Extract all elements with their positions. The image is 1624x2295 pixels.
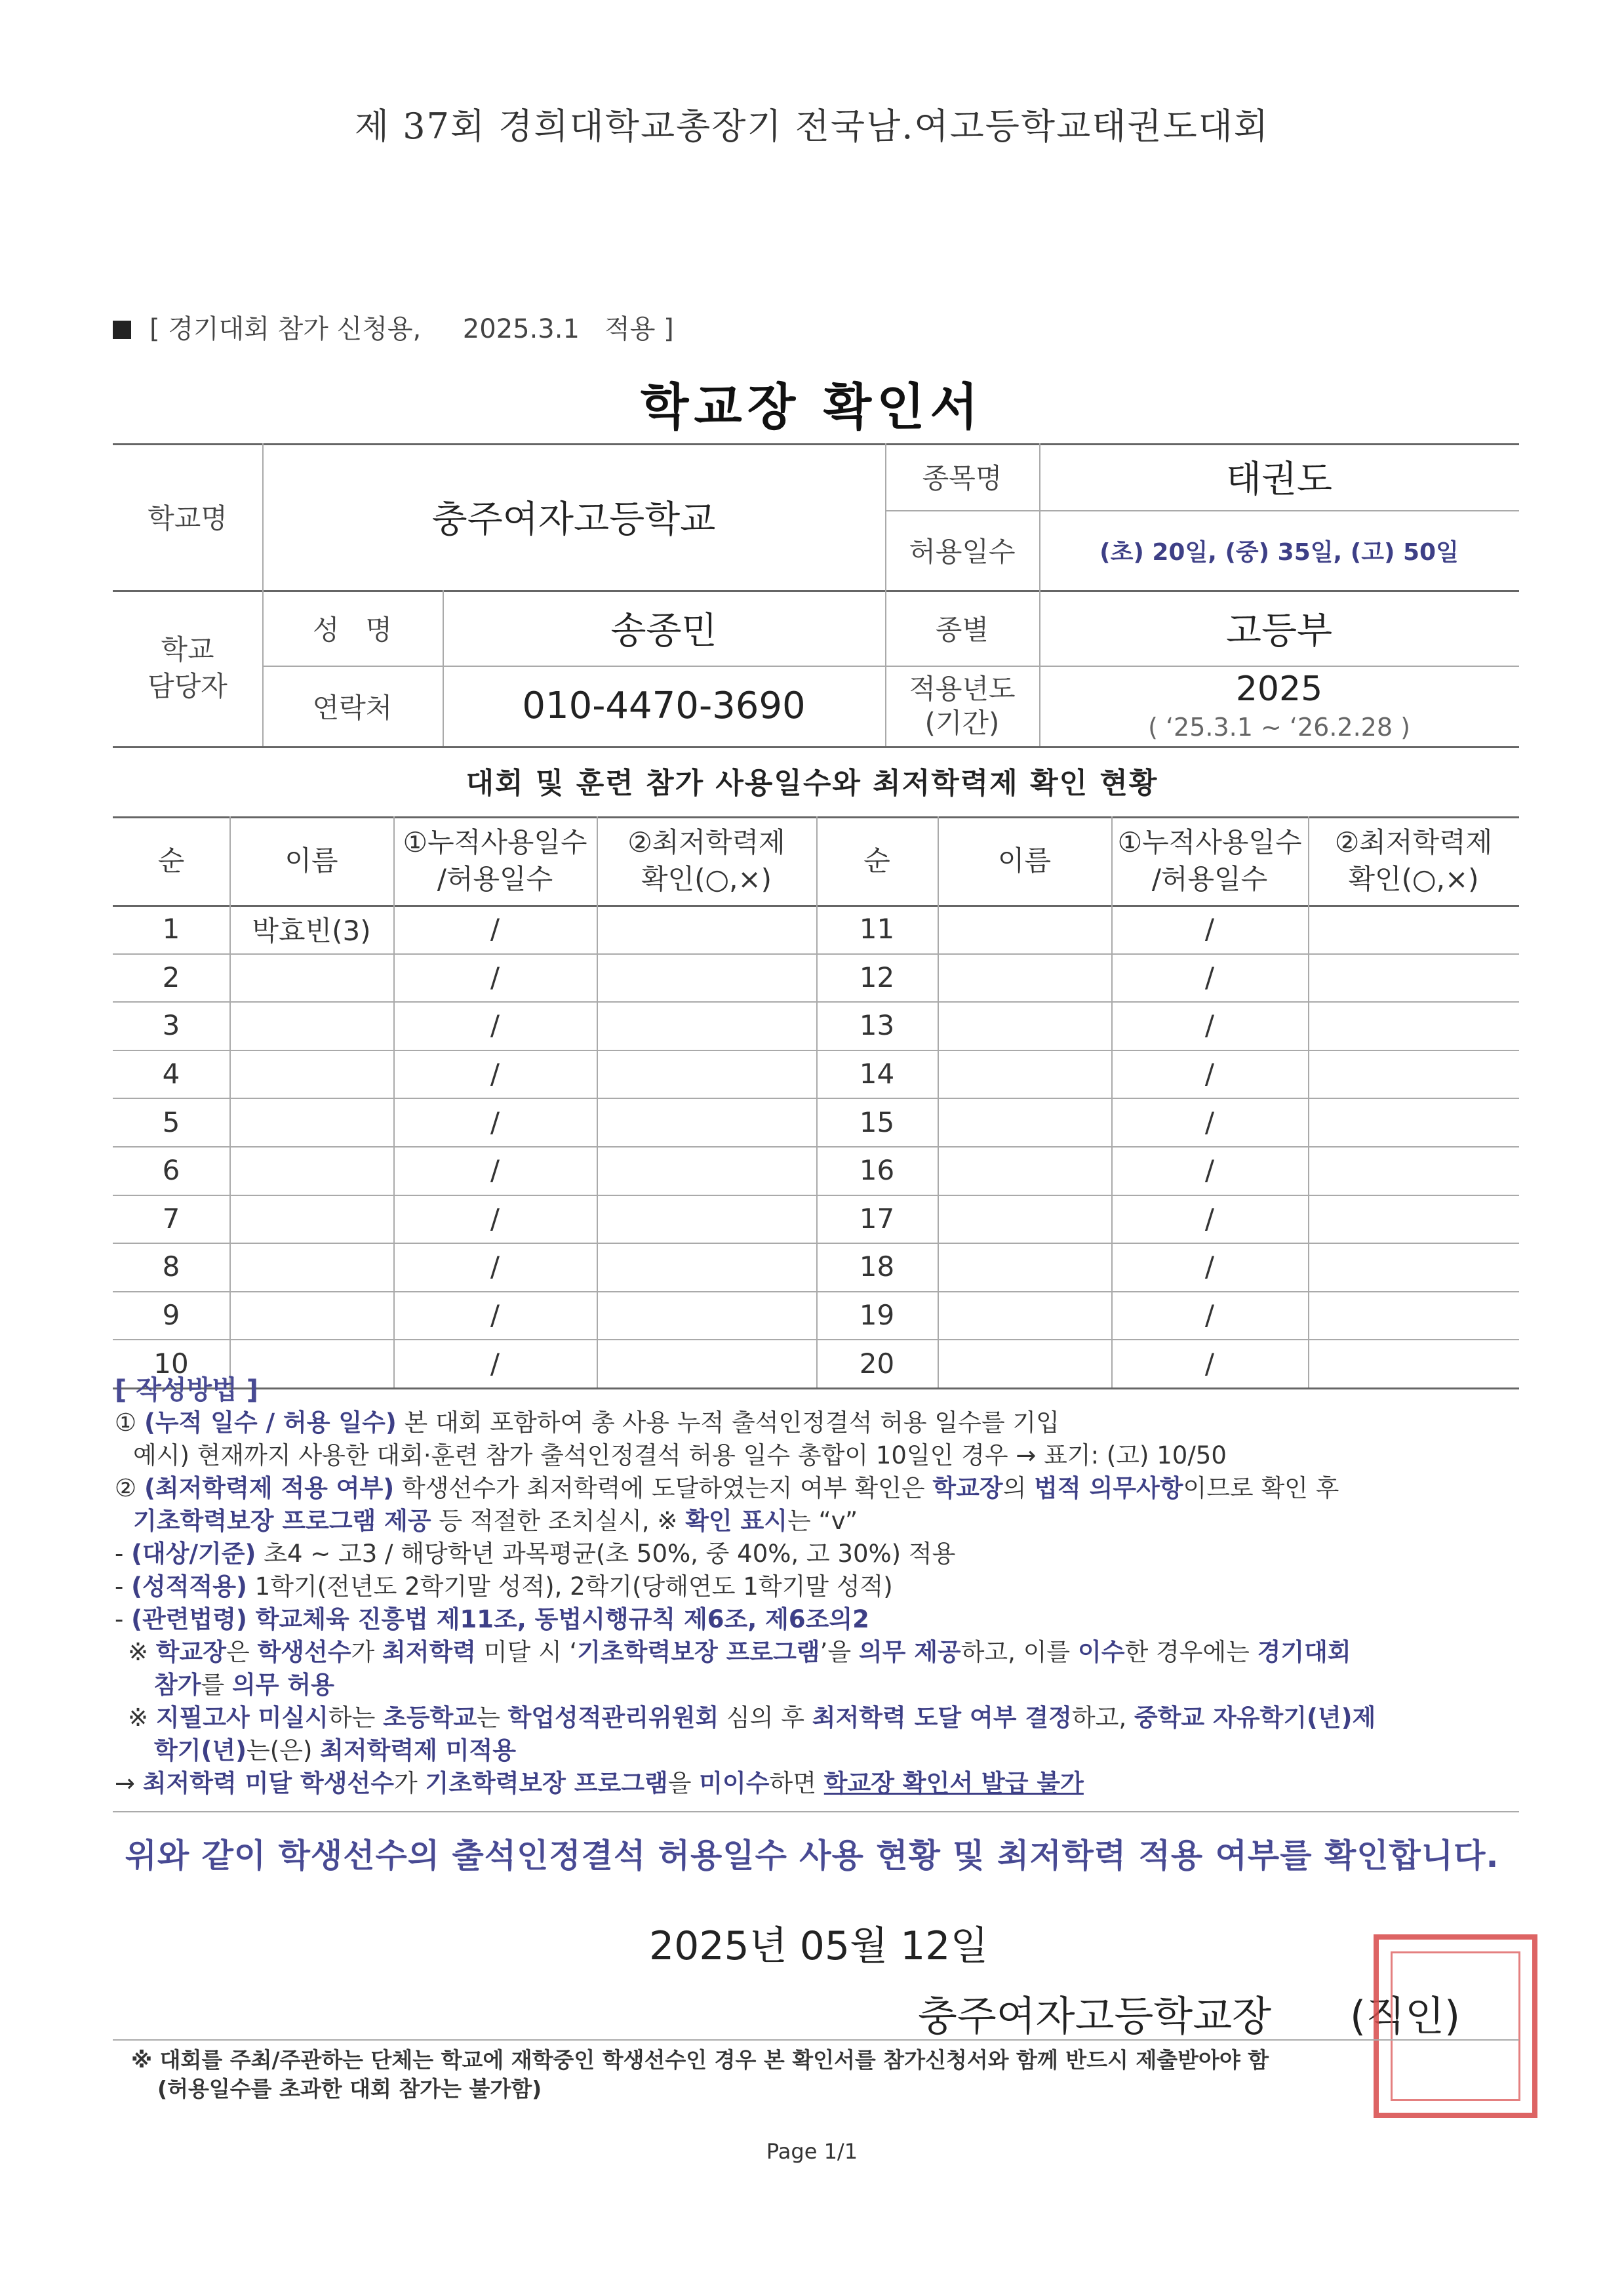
division-value: 고등부 xyxy=(1225,609,1333,652)
apply-period-value: ( ‘25.3.1 ~ ‘26.2.28 ) xyxy=(1148,713,1410,742)
row-14-check xyxy=(1308,1050,1519,1098)
page-number: Page 1/1 xyxy=(766,2139,858,2164)
row-16-no: 16 xyxy=(859,1154,895,1187)
row-11-days: / xyxy=(1204,913,1215,946)
row-2-check xyxy=(597,953,816,1002)
row-11-no: 11 xyxy=(859,913,895,946)
header-check: ②최저학력제 확인(○,×) xyxy=(1334,826,1493,895)
apply-year-cell xyxy=(1039,666,1519,746)
row-20-no: 20 xyxy=(859,1347,895,1380)
row-3-days: / xyxy=(490,1009,500,1042)
row-7-no: 7 xyxy=(162,1202,180,1235)
row-13-check xyxy=(1308,1001,1519,1050)
row-10-days: / xyxy=(490,1347,500,1380)
special-note-2-cont: 학기(년)는(은) 최저학력제 미적용 xyxy=(154,1736,516,1765)
confirmation-text: 위와 같이 학생선수의 출석인정결석 허용일수 사용 현황 및 최저학력 적용 여부를 확인합니다. xyxy=(125,1837,1499,1875)
header-days: ①누적사용일수 /허용일수 xyxy=(1117,826,1302,895)
row-8-name xyxy=(229,1243,393,1291)
row-4-days: / xyxy=(490,1058,500,1090)
name-label: 성 명 xyxy=(312,613,393,646)
row-16-days: / xyxy=(1204,1154,1215,1187)
row-19-name xyxy=(938,1291,1111,1340)
apply-year-label: 적용년도 (기간) xyxy=(909,672,1016,739)
row-5-check xyxy=(597,1098,816,1146)
row-18-check xyxy=(1308,1243,1519,1291)
row-7-name xyxy=(229,1195,393,1243)
row-8-days: / xyxy=(490,1250,500,1283)
special-note-2: ※ 지필고사 미실시하는 초등학교는 학업성적관리위원회 심의 후 최저학력 도달 여부 결정하고, 중학교 자유학기(년)제 xyxy=(128,1704,1376,1732)
row-18-name xyxy=(938,1243,1111,1291)
seal-label: (직인) xyxy=(1350,1992,1461,2040)
row-1-name: 박효빈(3) xyxy=(252,914,371,947)
school-name-label: 학교명 xyxy=(148,502,228,534)
row-7-check xyxy=(597,1195,816,1243)
contest-title: 제 37회 경희대학교총장기 전국남.여고등학교태권도대회 xyxy=(354,106,1270,147)
row-19-check xyxy=(1308,1291,1519,1340)
row-15-name xyxy=(938,1098,1111,1146)
section-title: 대회 및 훈련 참가 사용일수와 최저학력제 확인 현황 xyxy=(465,767,1159,800)
row-12-no: 12 xyxy=(859,961,895,993)
row-19-no: 19 xyxy=(859,1299,895,1332)
row-1-check xyxy=(597,905,816,953)
row-4-no: 4 xyxy=(162,1058,180,1090)
row-15-days: / xyxy=(1204,1106,1215,1138)
allowed-days-label: 허용일수 xyxy=(909,536,1016,568)
row-9-no: 9 xyxy=(162,1299,180,1332)
row-8-no: 8 xyxy=(162,1250,180,1283)
row-5-name xyxy=(229,1098,393,1146)
row-18-no: 18 xyxy=(859,1250,895,1283)
document-title: 학교장 확인서 xyxy=(641,378,983,436)
row-17-no: 17 xyxy=(859,1202,895,1235)
row-3-no: 3 xyxy=(162,1009,180,1042)
row-12-days: / xyxy=(1204,961,1215,993)
row-4-check xyxy=(597,1050,816,1098)
row-14-days: / xyxy=(1204,1058,1215,1090)
row-17-name xyxy=(938,1195,1111,1243)
row-14-no: 14 xyxy=(859,1058,895,1090)
detail-law: - (관련법령) 학교체육 진흥법 제11조, 동법시행규칙 제6조, 제6조의2 xyxy=(115,1605,869,1633)
row-12-name xyxy=(938,953,1111,1002)
row-2-name xyxy=(229,953,393,1002)
row-18-days: / xyxy=(1204,1250,1215,1283)
row-1-no: 1 xyxy=(162,913,180,946)
instructions xyxy=(115,1374,1518,1800)
row-6-name xyxy=(229,1146,393,1195)
header-check: ②최저학력제 확인(○,×) xyxy=(627,826,785,895)
note-1: ① (누적 일수 / 허용 일수) 본 대회 포함하여 총 사용 누적 출석인정결석 허용 일수를 기입 xyxy=(115,1408,1060,1437)
row-15-check xyxy=(1308,1098,1519,1146)
school-manager-label: 학교 담당자 xyxy=(148,633,228,702)
row-11-name xyxy=(938,905,1111,953)
note-2-cont: 기초학력보장 프로그램 제공 등 적절한 조치실시, ※ 확인 표시는 “v” xyxy=(133,1507,858,1535)
row-6-check xyxy=(597,1146,816,1195)
instructions-heading: [ 작성방법 ] xyxy=(115,1375,258,1405)
row-3-check xyxy=(597,1001,816,1050)
row-8-check xyxy=(597,1243,816,1291)
manager-name-value: 송종민 xyxy=(610,609,717,652)
allowed-days-value: (초) 20일, (중) 35일, (고) 50일 xyxy=(1099,538,1459,566)
row-6-days: / xyxy=(490,1154,500,1187)
row-6-no: 6 xyxy=(162,1154,180,1187)
header-no: 순 xyxy=(157,844,185,877)
special-note-3: → 최저학력 미달 학생선수가 기초학력보장 프로그램을 미이수하면 학교장 확인서 발급 불가 xyxy=(115,1769,1084,1797)
header-name: 이름 xyxy=(997,844,1052,877)
apply-year-value: 2025 xyxy=(1235,669,1323,709)
principal-title: 충주여자고등학교장 xyxy=(918,1992,1272,2040)
note-2: ② (최저학력제 적용 여부) 학생선수가 최저학력에 도달하였는지 여부 확인은 학교장의 법적 의무사항이므로 확인 후 xyxy=(115,1474,1339,1502)
row-20-days: / xyxy=(1204,1347,1215,1380)
header-days: ①누적사용일수 /허용일수 xyxy=(403,826,587,895)
row-14-name xyxy=(938,1050,1111,1098)
row-13-name xyxy=(938,1001,1111,1050)
row-16-check xyxy=(1308,1146,1519,1195)
footnote xyxy=(131,2046,1508,2104)
row-4-name xyxy=(229,1050,393,1098)
row-12-check xyxy=(1308,953,1519,1002)
row-5-days: / xyxy=(490,1106,500,1138)
note-1-example: 예시) 현재까지 사용한 대회·훈련 참가 출석인정결석 허용 일수 총합이 10일인 경우 → 표기: (고) 10/50 xyxy=(133,1441,1227,1469)
detail-target: - (대상/기준) 초4 ~ 고3 / 해당학년 과목평균(초 50%, 중 40%, 고 30%) 적용 xyxy=(115,1540,956,1568)
row-2-days: / xyxy=(490,961,500,993)
row-10-no: 10 xyxy=(153,1347,189,1380)
row-5-no: 5 xyxy=(162,1106,180,1138)
header-no: 순 xyxy=(863,844,890,877)
row-3-name xyxy=(229,1001,393,1050)
form-tag-text: [ 경기대회 참가 신청용, 2025.3.1 적용 ] xyxy=(149,314,674,344)
row-2-no: 2 xyxy=(162,961,180,993)
division-label: 종별 xyxy=(935,613,989,646)
issue-date: 2025년 05월 12일 xyxy=(649,1923,989,1969)
row-7-days: / xyxy=(490,1202,500,1235)
row-19-days: / xyxy=(1204,1299,1215,1332)
row-9-name xyxy=(229,1291,393,1340)
event-value: 태권도 xyxy=(1225,458,1333,501)
square-bullet-icon xyxy=(113,321,131,339)
row-16-name xyxy=(938,1146,1111,1195)
row-15-no: 15 xyxy=(859,1106,895,1138)
header-name: 이름 xyxy=(285,844,338,877)
row-13-no: 13 xyxy=(859,1009,895,1042)
row-1-days: / xyxy=(490,913,500,946)
special-note-1: ※ 학교장은 학생선수가 최저학력 미달 시 ‘기초학력보장 프로그램’을 의무 제공하고, 이를 이수한 경우에는 경기대회 xyxy=(128,1638,1351,1666)
row-9-days: / xyxy=(490,1299,500,1332)
contact-label: 연락처 xyxy=(312,691,393,724)
school-name-value: 충주여자고등학교 xyxy=(431,498,716,541)
event-label: 종목명 xyxy=(922,462,1002,494)
footnote-line-2: (허용일수를 초과한 대회 참가는 불가함) xyxy=(157,2076,542,2102)
form-tag xyxy=(113,308,674,346)
row-11-check xyxy=(1308,905,1519,953)
row-17-days: / xyxy=(1204,1202,1215,1235)
row-17-check xyxy=(1308,1195,1519,1243)
footnote-line-1: ※ 대회를 주최/주관하는 단체는 학교에 재학중인 학생선수인 경우 본 확인서를 참가신청서와 함께 반드시 제출받아야 함 xyxy=(131,2047,1269,2073)
detail-grades: - (성적적용) 1학기(전년도 2학기말 성적), 2학기(당해연도 1학기말 성적) xyxy=(115,1572,893,1601)
special-note-1-cont: 참가를 의무 허용 xyxy=(154,1671,334,1699)
row-9-check xyxy=(597,1291,816,1340)
contact-value: 010-4470-3690 xyxy=(522,685,806,727)
row-13-days: / xyxy=(1204,1009,1215,1042)
